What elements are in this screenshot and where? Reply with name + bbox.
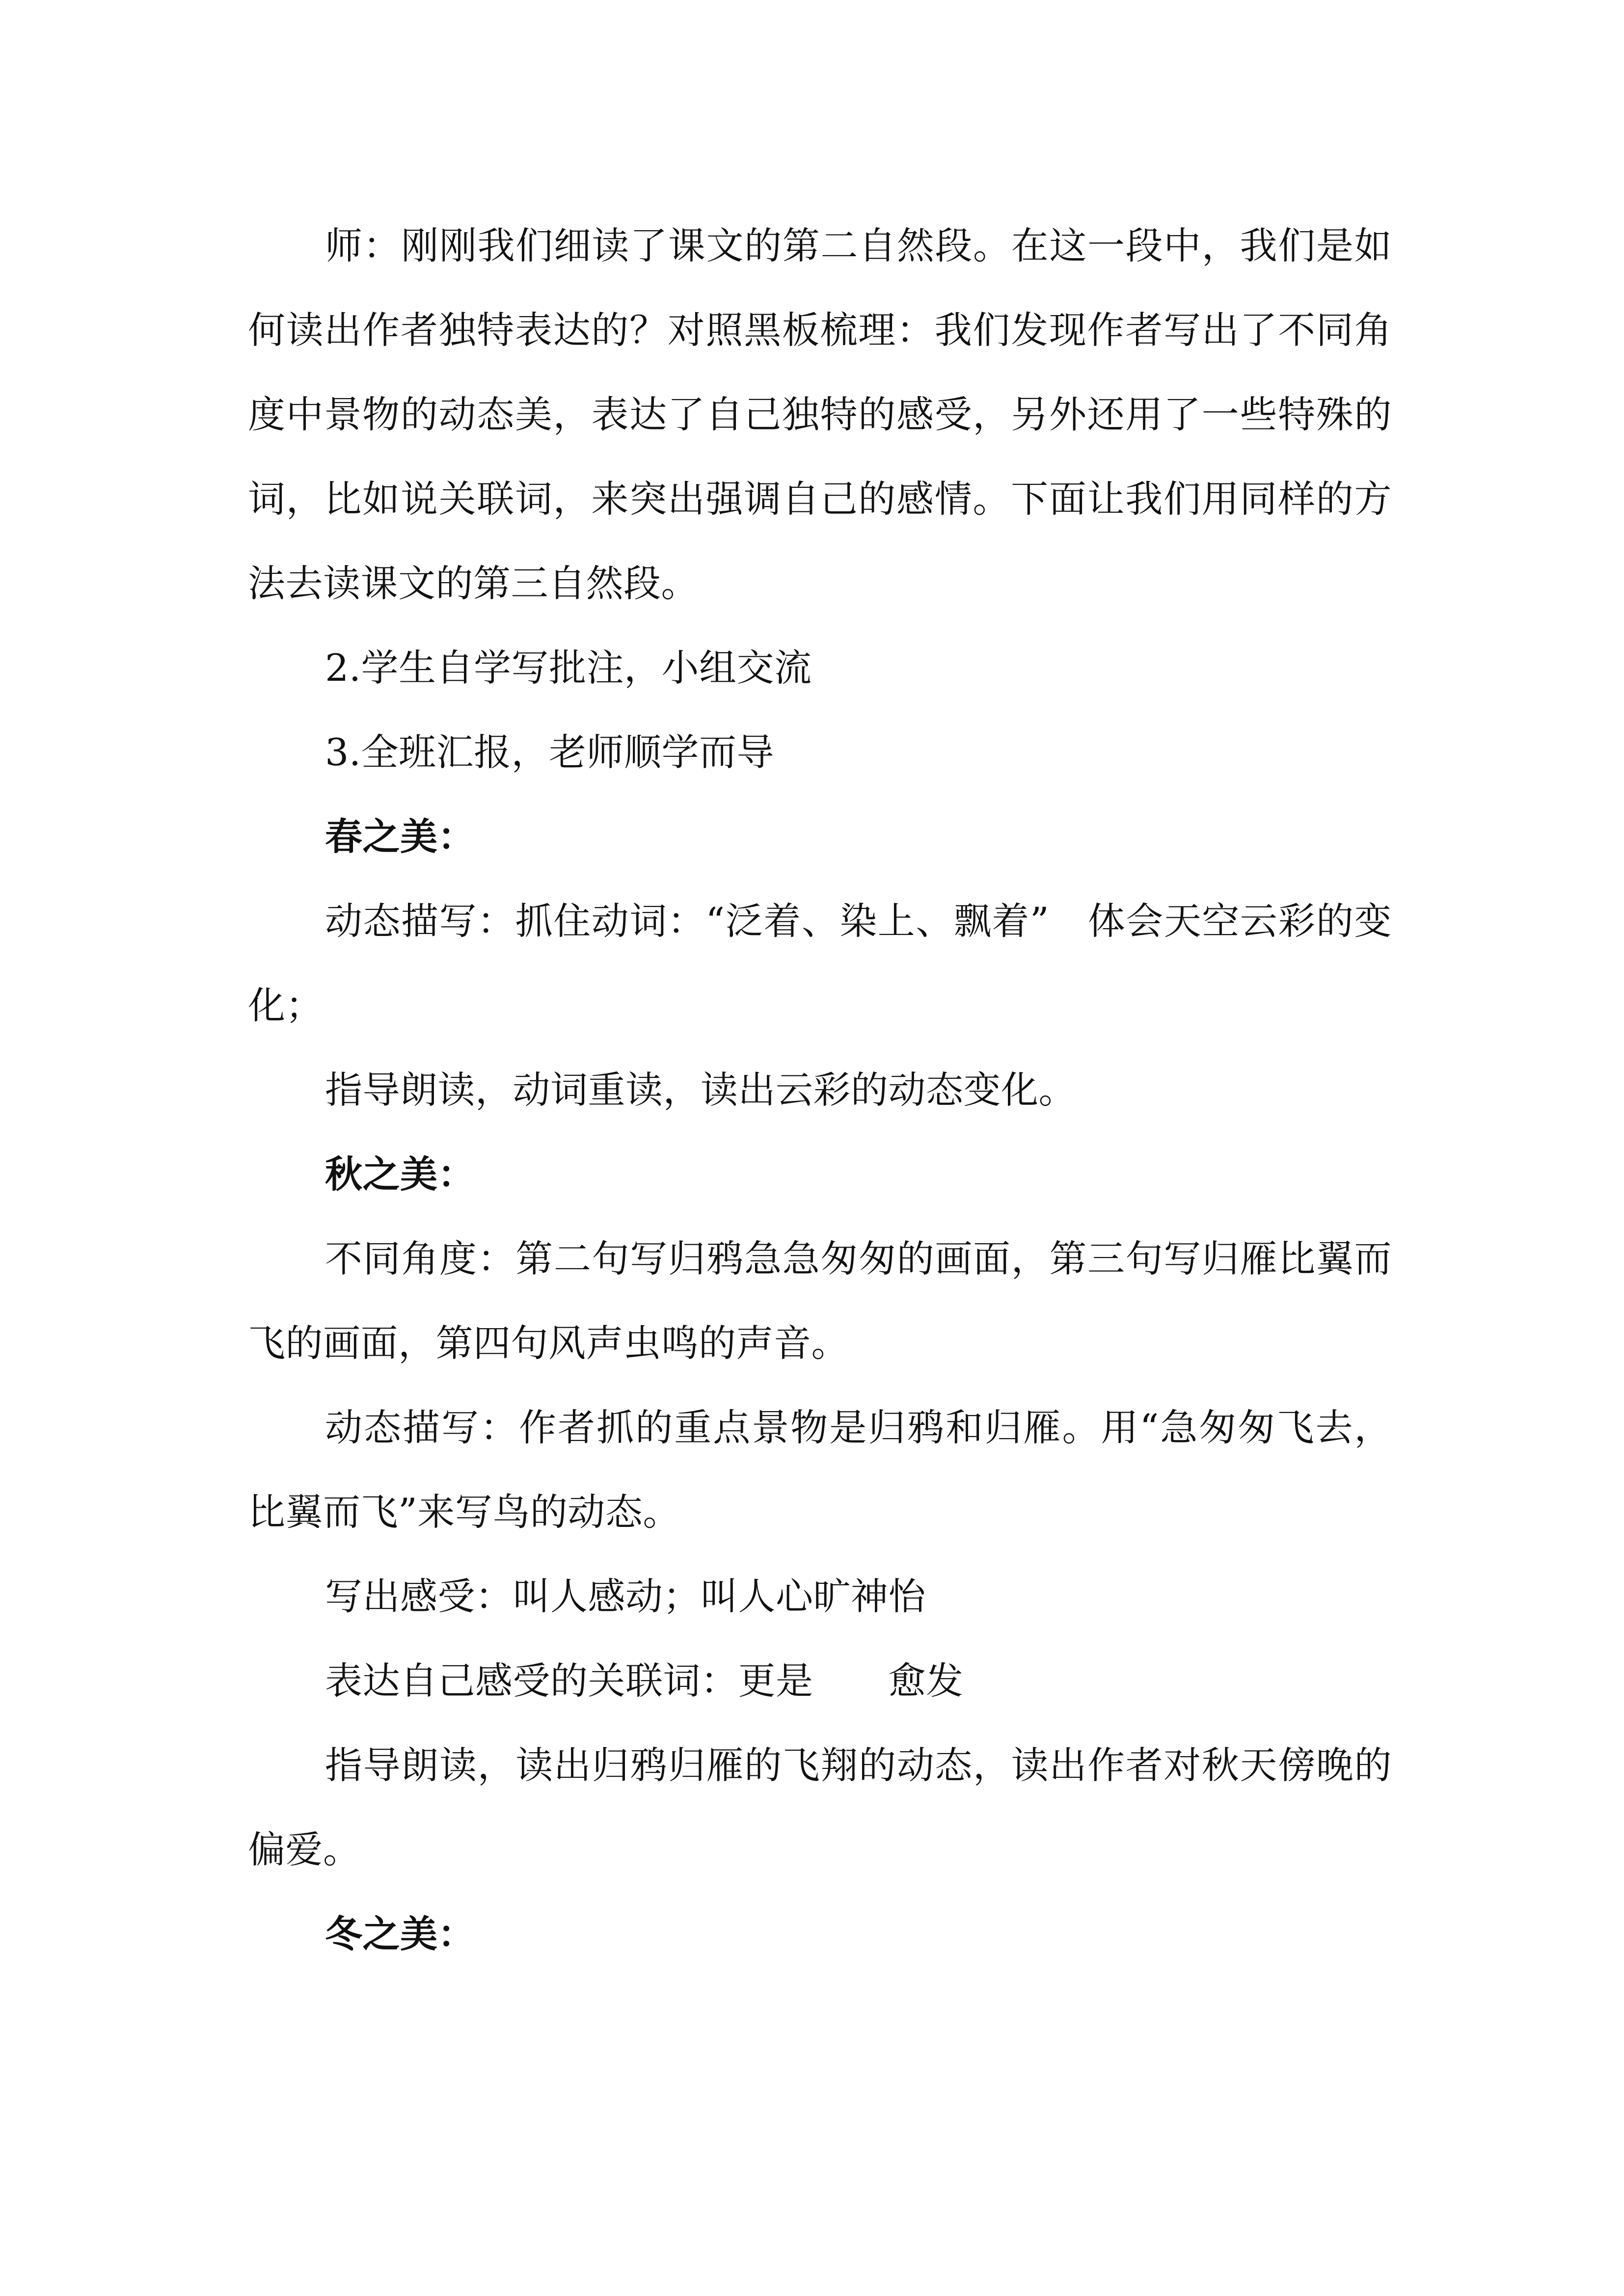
heading-winter: 冬之美： [325,1912,475,1956]
paragraph-spring-dynamic: 动态描写：抓住动词：“泛着、染上、飘着” 体会天空云彩的变化； [248,899,1392,1027]
paragraph-autumn-reading: 指导朗读，读出归鸦归雁的飞翔的动态，读出作者对秋天傍晚的偏爱。 [248,1743,1392,1871]
document-body [248,204,1392,1976]
paragraph-autumn-angles: 不同角度：第二句写归鸦急急匆匆的画面，第三句写归雁比翼而飞的画面，第四句风声虫鸣的声音。 [248,1237,1392,1365]
heading-spring: 春之美： [325,815,475,858]
heading-autumn: 秋之美： [325,1152,475,1196]
paragraph-spring-reading: 指导朗读，动词重读，读出云彩的动态变化。 [325,1068,1076,1112]
paragraph-step-3: 3.全班汇报，老师顺学而导 [325,730,775,774]
paragraph-autumn-conjunctions: 表达自己感受的关联词：更是 愈发 [325,1659,964,1703]
paragraph-teacher-summary: 师：刚刚我们细读了课文的第二自然段。在这一段中，我们是如何读出作者独特表达的？对照黑板梳理：我们发现作者写出了不同角度中景物的动态美，表达了自己独特的感受，另外还用了一些特殊的词，比如说关联词，来突出强调自己的感情。下面让我们用同样的方法去读课文的第三自然段。 [248,224,1392,605]
paragraph-step-2: 2.学生自学写批注，小组交流 [325,646,812,690]
paragraph-autumn-feelings: 写出感受：叫人感动；叫人心旷神怡 [325,1575,926,1618]
paragraph-autumn-dynamic: 动态描写：作者抓的重点景物是归鸦和归雁。用“急匆匆飞去，比翼而飞”来写鸟的动态。 [248,1406,1392,1534]
